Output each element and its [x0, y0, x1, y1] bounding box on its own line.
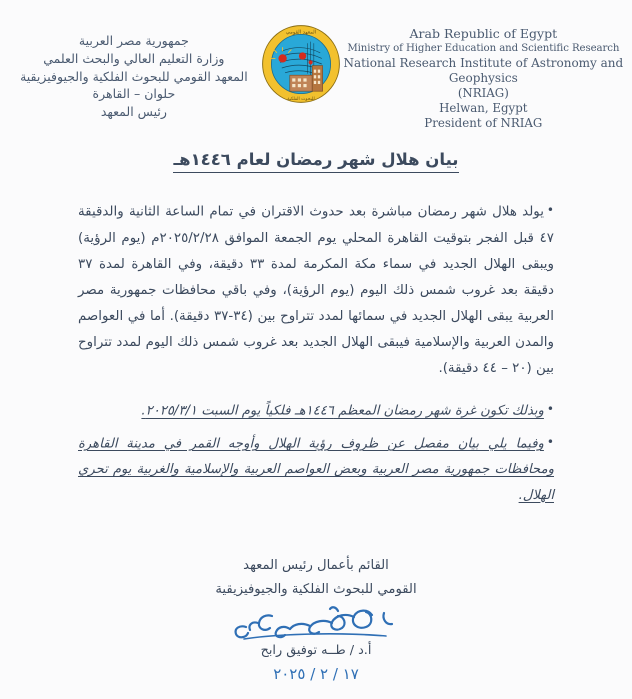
- svg-text:للبحوث الفلكية: للبحوث الفلكية: [287, 97, 315, 102]
- header-en-line-3: National Research Institute of Astronomy and Geophysics: [343, 55, 624, 85]
- header-arabic: [8, 18, 260, 121]
- signature-art: [0, 603, 632, 699]
- signature-date: ١٧ / ٢ / ٢٠٢٥: [273, 664, 359, 683]
- conclusion-text: وبذلك تكون غرة شهر رمضان المعظم ١٤٤٦هـ فلكياً يوم السبت ٢٠٢٥/٣/١.: [141, 403, 544, 419]
- header-en-line-6: President of NRIAG: [424, 116, 543, 131]
- bullet-marker-2: •: [546, 402, 554, 417]
- bullet-marker-1: •: [546, 203, 554, 217]
- header-en-line-1: Arab Republic of Egypt: [409, 26, 558, 41]
- header-en-line-5: Helwan, Egypt: [439, 100, 528, 115]
- header-ar-line-5: رئيس المعهد: [100, 104, 167, 119]
- svg-text:المعهد القومي: المعهد القومي: [286, 29, 317, 36]
- signature-block: [0, 554, 632, 698]
- header-ar-line-1: جمهورية مصر العربية: [78, 33, 189, 48]
- header-english: [343, 18, 624, 131]
- main-paragraph: [78, 199, 554, 382]
- bullet-marker-3: •: [546, 434, 554, 449]
- header-en-line-2: Ministry of Higher Education and Scientific Research: [347, 43, 620, 55]
- letterhead: [0, 0, 632, 131]
- detail-note: [78, 431, 554, 509]
- main-paragraph-text: يولد هلال شهر رمضان مباشرة بعد حدوث الاقتران في تمام الساعة الثانية والدقيقة ٤٧ قبل الفجر بتوقيت القاهرة المحلي يوم الجمعة الموافق ٢٠٢٥/٢/٢٨م (يوم الرؤية) ويبقى الهلال الجديد في سماء مكة المكرمة لمدة ٣٣ دقيقة، وفي القاهرة لمدة ٣٧ دقيقة بعد غروب شمس ذلك اليوم (يوم الرؤية)، وفي باقي محافظات جمهورية مصر العربية يبقى الهلال الجديد في سمائها لمدد تتراوح بين (٣٤-٣٧ دقيقة). أما في العواصم والمدن العربية والإسلامية فيبقى الهلال الجديد بعد غروب شمس ذلك اليوم لمدد تتراوح بين (٢٠ – ٤٤ دقيقة).: [78, 204, 554, 377]
- header-ar-line-3: المعهد القومي للبحوث الفلكية والجيوفيزيقية: [20, 68, 248, 84]
- header-ar-line-2: وزارة التعليم العالي والبحث العلمي: [43, 50, 225, 66]
- conclusion-line: [78, 398, 554, 424]
- nriag-logo-icon: [261, 24, 341, 104]
- detail-note-text: وفيما يلي بيان مفصل عن ظروف رؤية الهلال وأوجه القمر في مدينة القاهرة ومحافظات جمهورية مصر العربية وبعض العواصم العربية والإسلامية والغربية يوم تحري الهلال.: [78, 436, 554, 503]
- signature-role-line-1: القائم بأعمال رئيس المعهد: [243, 558, 389, 574]
- document-title-text: بيان هلال شهر رمضان لعام ١٤٤٦هـ: [173, 150, 458, 173]
- document-title: [0, 150, 632, 169]
- signature-role-line-2: القومي للبحوث الفلكية والجيوفيزيقية: [215, 581, 417, 597]
- logo-container: [260, 18, 343, 104]
- signature-name: أ.د / طــه توفيق رابح: [260, 642, 372, 658]
- header-ar-line-4: حلوان – القاهرة: [92, 86, 176, 102]
- header-en-line-4: (NRIAG): [457, 85, 509, 100]
- document-body: [78, 199, 554, 508]
